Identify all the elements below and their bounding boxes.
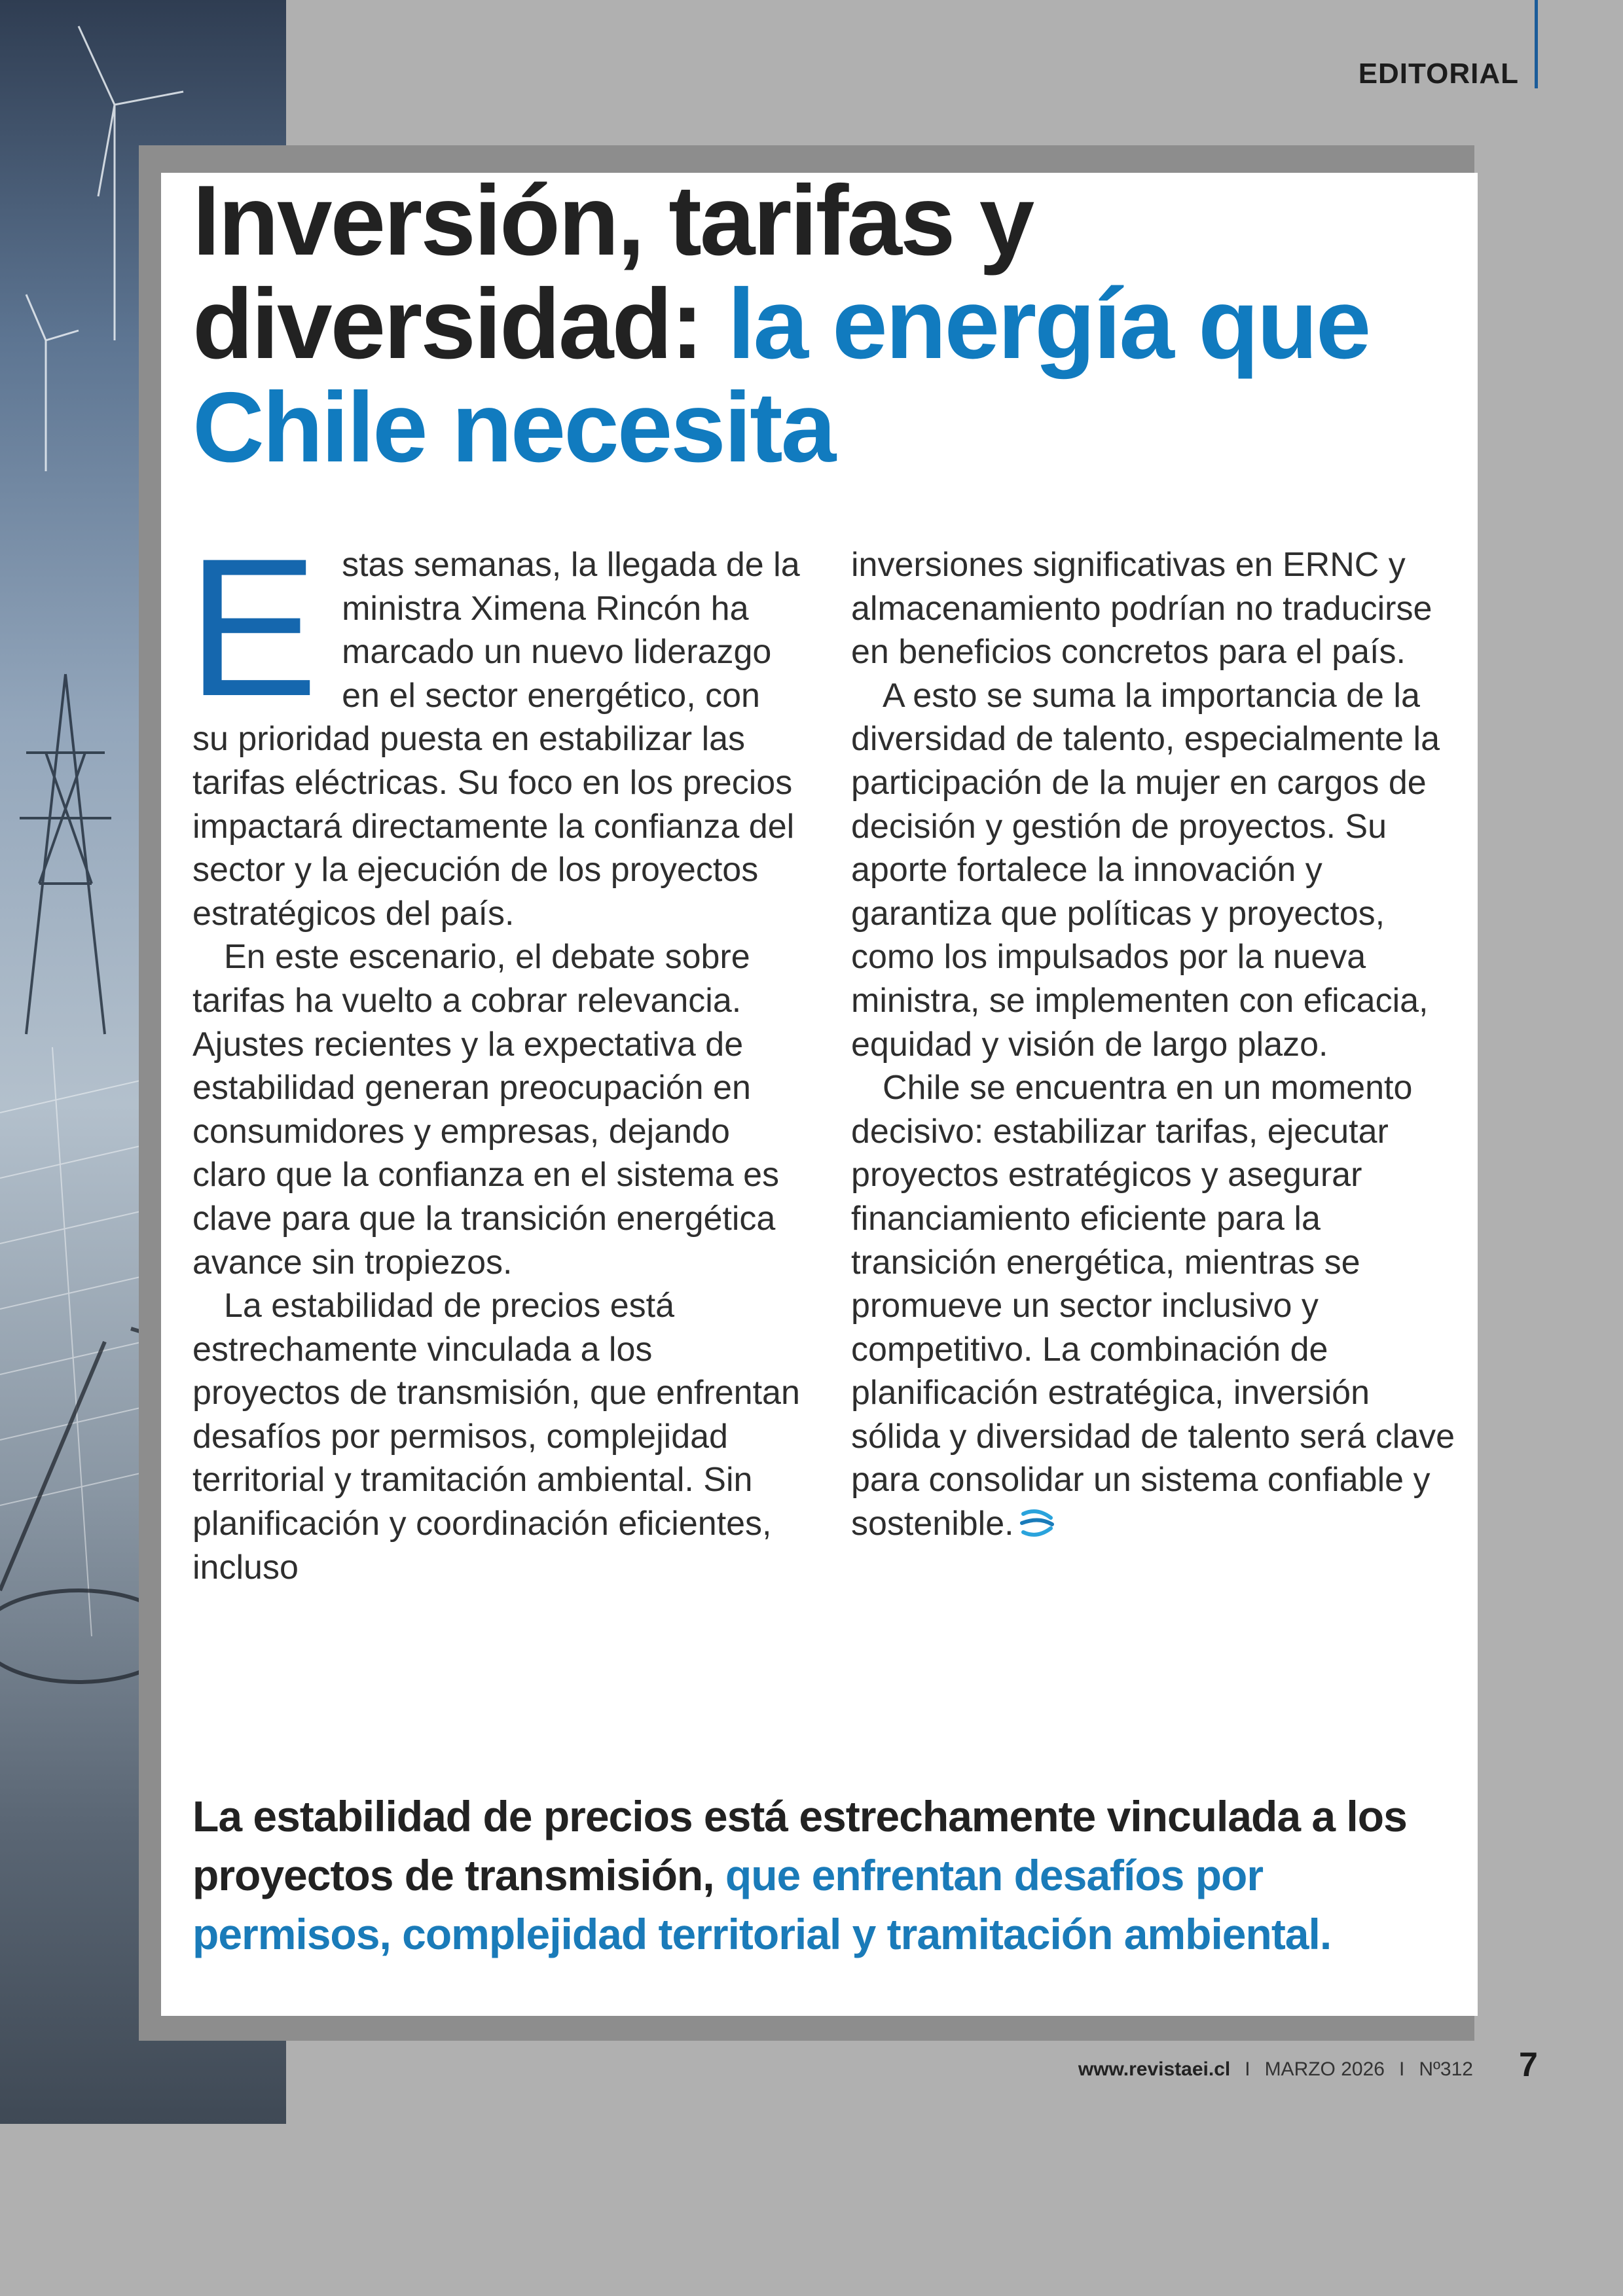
footer-separator: I <box>1245 2058 1250 2080</box>
article-headline <box>192 165 1436 483</box>
section-marker <box>1535 0 1538 88</box>
footer-issue-date: MARZO 2026 <box>1264 2058 1385 2080</box>
headline-main: Inversión, tarifas y diversidad: <box>192 165 1033 380</box>
page-footer <box>917 2056 1473 2083</box>
article-paragraph-4: A esto se suma la importancia de la diversidad de talento, especialmente la participación de la mujer en cargos de decisión y gestión de proyectos. Su aporte fortalece la innovación y garantiza que políticas y proyectos, como los impulsados por la nueva ministra, se implementen con eficacia, equidad y visión de largo plazo. <box>851 676 1440 1064</box>
article-paragraph-5 <box>851 1066 1467 1546</box>
article-paragraph-3: La estabilidad de precios está estrechamente vinculada a los proyectos de transmisión, que enfrentan desafíos por permisos, complejidad territorial y tramitación ambiental. Sin planificación y coordinación eficientes, incluso <box>192 1287 800 1587</box>
pull-quote <box>192 1787 1469 1964</box>
article-column-right <box>851 543 1467 1546</box>
footer-separator: I <box>1398 2058 1405 2080</box>
article-paragraph-1 <box>187 517 801 935</box>
end-of-article-icon <box>1019 1509 1055 1537</box>
article-paragraph-3-continued: inversiones significativas en ERNC y almacenamiento podrían no traducirse en beneficios concretos para el país. <box>851 546 1432 672</box>
pull-quote-highlight: que enfrentan desafíos por permisos, complejidad territorial y tramitación ambiental. <box>192 1851 1332 1958</box>
paragraph-1-text: stas semanas, la llegada de la ministra Ximena Rincón ha marcado un nuevo liderazgo en el sector energético, con su prioridad puesta en estabilizar las tarifas eléctricas. Su foco en los precios impactará directamente la confianza del sector y la ejecución de los proyectos estratégicos del país. <box>192 546 800 933</box>
drop-cap: E <box>187 517 319 737</box>
article-paragraph-2: En este escenario, el debate sobre tarifas ha vuelto a cobrar relevancia. Ajustes recientes y la expectativa de estabilidad generan preocupación en consumidores y empresas, dejando claro que la confianza en el sistema es clave para que la transición energética avance sin tropiezos. <box>192 938 780 1282</box>
section-label: EDITORIAL <box>1358 58 1519 90</box>
article-column-left <box>187 517 801 1589</box>
footer-issue-number: Nº312 <box>1419 2058 1473 2080</box>
paragraph-5-text: Chile se encuentra en un momento decisivo: estabilizar tarifas, ejecutar proyectos estratégicos y asegurar financiamiento eficiente para la transición energética, mientras se promueve un sector inclusivo y competitivo. La combinación de planificación estratégica, inversión sólida y diversidad de talento será clave para consolidar un sistema confiable y sostenible. <box>851 1069 1455 1543</box>
page-number: 7 <box>1519 2046 1538 2084</box>
footer-website: www.revistaei.cl <box>1078 2058 1231 2080</box>
headline-highlight: la energía que Chile necesita <box>192 268 1370 483</box>
pull-quote-main: La estabilidad de precios está estrechamente vinculada a los proyectos de transmisión, <box>192 1792 1407 1899</box>
